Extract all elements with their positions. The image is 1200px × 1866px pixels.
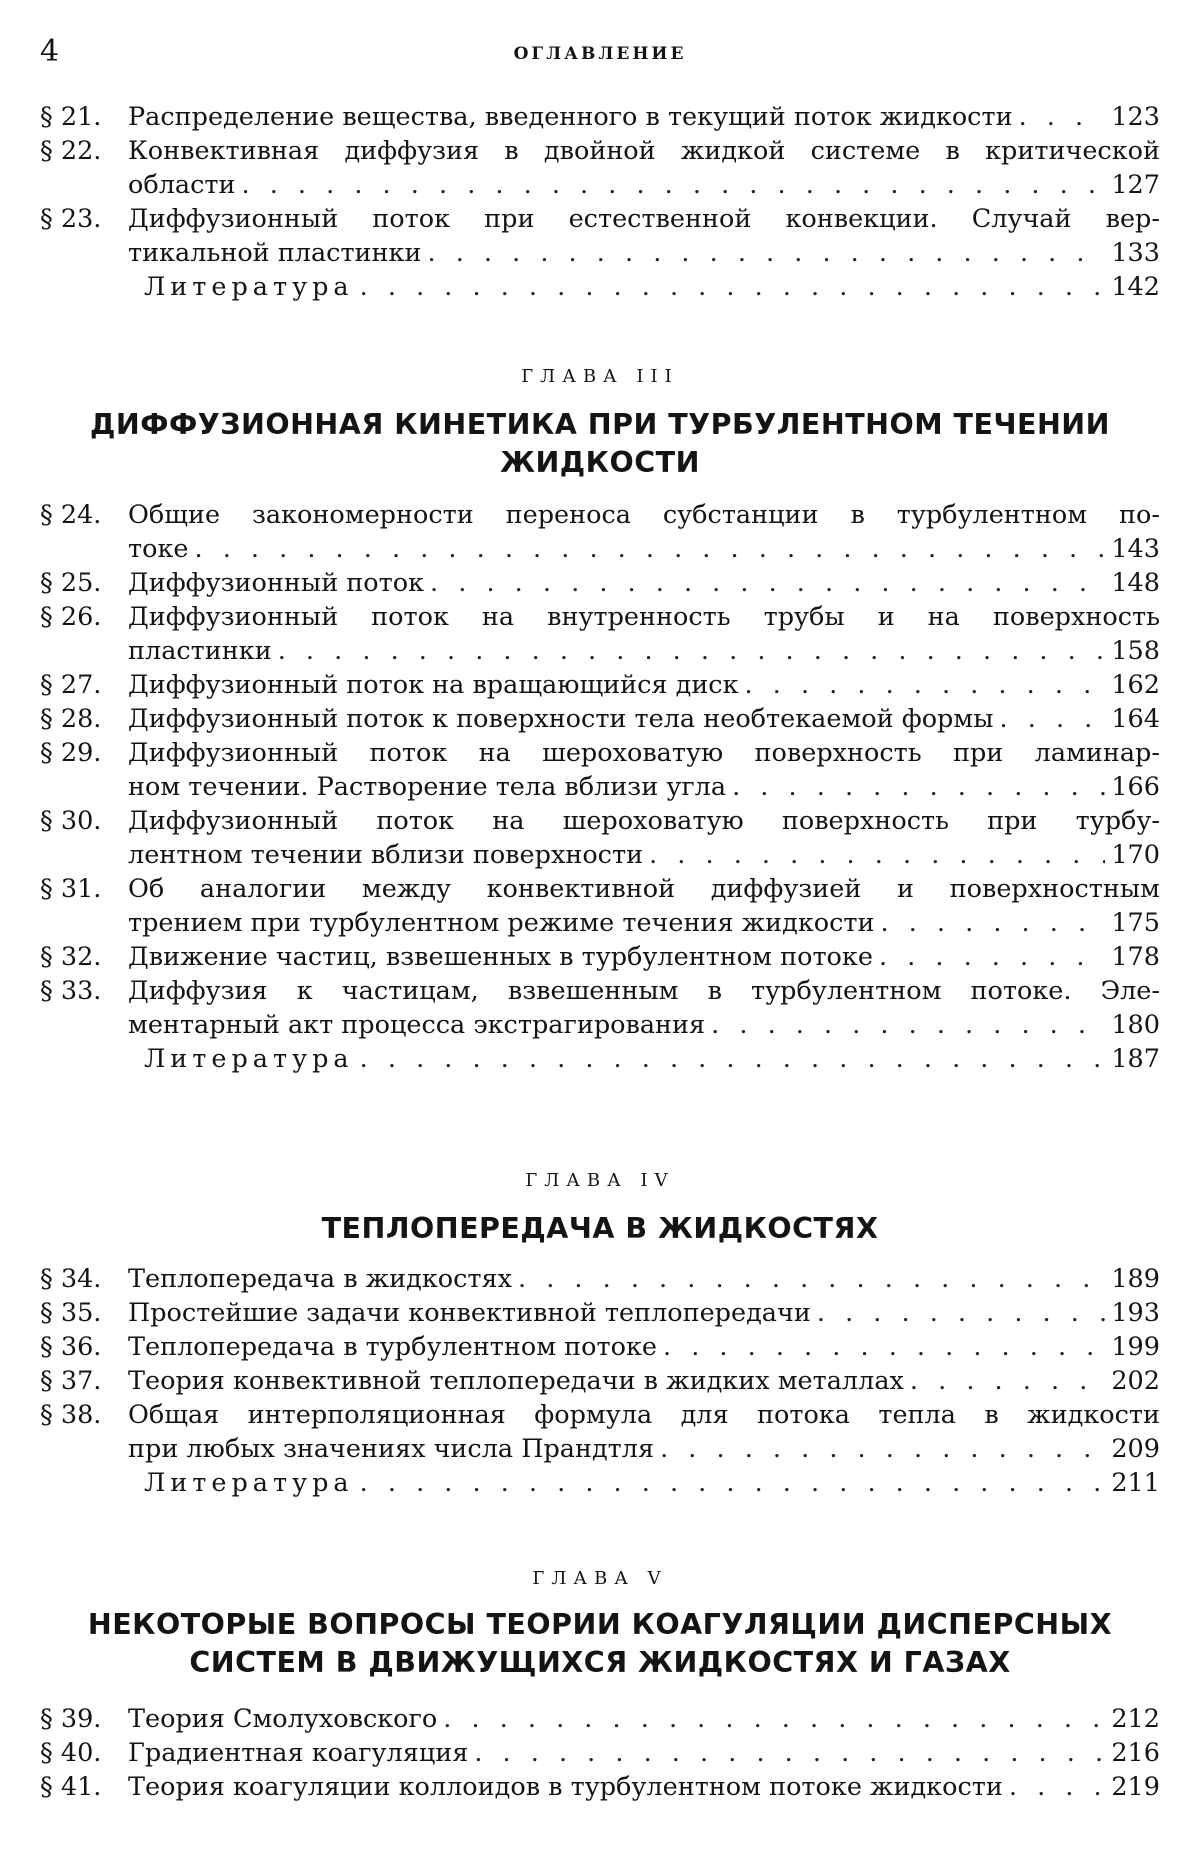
toc-entry [40,1330,1160,1364]
section-number: § 40. [40,1738,102,1768]
page-ref: 193 [1111,1298,1160,1328]
toc-entry-literature [40,1466,1160,1500]
entry-title: лентном течении вблизи поверхности [128,840,644,870]
toc-entry [40,498,1160,566]
chapter-title [40,406,1160,482]
toc-entry [40,134,1160,202]
dot-leader [428,236,1106,270]
dot-leader [1019,100,1106,134]
chapter-label: ГЛАВА V [532,1568,668,1589]
page-ref: 199 [1111,1332,1160,1362]
dot-leader [195,532,1106,566]
literature-title: Литература [144,272,354,302]
dot-leader [711,1008,1105,1042]
entry-title: Теплопередача в турбулентном потоке [128,1332,657,1362]
page-ref: 164 [1111,704,1160,734]
chapter-title-line: ТЕПЛОПЕРЕДАЧА В ЖИДКОСТЯХ [321,1212,879,1245]
entry-title: пластинки [128,636,272,666]
entry-title-line: Диффузионный поток при естественной конвекции. Случай вер- [128,204,1160,234]
entry-title: Движение частиц, взвешенных в турбулентном потоке [128,942,873,972]
dot-leader [430,566,1105,600]
chapter-label: ГЛАВА IV [525,1170,675,1191]
page-ref: 189 [1111,1264,1160,1294]
toc-entry [40,1262,1160,1296]
entry-title: Теория Смолуховского [128,1704,438,1734]
entry-title-line: Общая интерполяционная формула для потока тепла в жидкости [128,1400,1160,1430]
section-number: § 36. [40,1332,102,1362]
dot-leader [660,1432,1105,1466]
section-number: § 38. [40,1400,102,1430]
toc-entry [40,1736,1160,1770]
section-number: § 31. [40,874,102,904]
toc-entry [40,702,1160,736]
dot-leader [278,634,1106,668]
section-number: § 37. [40,1366,102,1396]
running-head: ОГЛАВЛЕНИЕ [513,44,687,64]
page-number: 4 [40,34,60,69]
toc-entry-literature [40,270,1160,304]
literature-title: Литература [144,1044,354,1074]
toc-entry [40,736,1160,804]
toc-entry [40,804,1160,872]
entry-title-line: Диффузионный поток на шероховатую поверхность при турбу- [128,806,1160,836]
entry-title: Простейшие задачи конвективной теплопередачи [128,1298,811,1328]
literature-title: Литература [144,1468,354,1498]
entry-title: Диффузионный поток [128,568,425,598]
dot-leader [360,1466,1106,1500]
section-number: § 27. [40,670,102,700]
entry-title-line: Диффузионный поток на шероховатую поверхность при ламинар- [128,738,1160,768]
entry-title: Теория конвективной теплопередачи в жидких металлах [128,1366,904,1396]
section-number: § 30. [40,806,102,836]
page-ref: 216 [1111,1738,1160,1768]
entry-title: Теплопередача в жидкостях [128,1264,512,1294]
dot-leader [1009,1770,1105,1804]
page-ref: 175 [1111,908,1160,938]
toc-entry [40,1770,1160,1804]
toc-block-1 [40,100,1160,304]
toc-entry [40,1364,1160,1398]
toc-entry [40,1702,1160,1736]
page-ref: 142 [1111,272,1160,302]
toc-entry [40,1398,1160,1466]
page-ref: 170 [1111,840,1160,870]
page-ref: 212 [1111,1704,1160,1734]
chapter-title-line: СИСТЕМ В ДВИЖУЩИХСЯ ЖИДКОСТЯХ И ГАЗАХ [189,1646,1011,1679]
toc-block-2 [40,498,1160,1076]
entry-title: области [128,170,236,200]
section-number: § 29. [40,738,102,768]
toc-entry [40,668,1160,702]
page-ref: 209 [1111,1434,1160,1464]
dot-leader [817,1296,1105,1330]
page-header [40,34,1160,74]
toc-block-3 [40,1262,1160,1500]
dot-leader [879,940,1105,974]
dot-leader [242,168,1106,202]
section-number: § 22. [40,136,102,166]
entry-title: Распределение вещества, введенного в текущий поток жидкости [128,102,1013,132]
toc-entry [40,600,1160,668]
dot-leader [649,838,1105,872]
section-number: § 24. [40,500,102,530]
dot-leader [663,1330,1105,1364]
page-ref: 211 [1111,1468,1160,1498]
section-number: § 23. [40,204,102,234]
toc-entry [40,1296,1160,1330]
page-ref: 187 [1111,1044,1160,1074]
dot-leader [732,770,1105,804]
page-ref: 162 [1111,670,1160,700]
section-number: § 32. [40,942,102,972]
page-ref: 127 [1111,170,1160,200]
chapter-label: ГЛАВА III [521,366,679,387]
page-ref: 148 [1111,568,1160,598]
dot-leader [1000,702,1106,736]
section-number: § 34. [40,1264,102,1294]
toc-entry [40,100,1160,134]
toc-entry [40,940,1160,974]
dot-leader [745,668,1106,702]
section-number: § 39. [40,1704,102,1734]
dot-leader [360,1042,1106,1076]
page-ref: 143 [1111,534,1160,564]
toc-entry [40,974,1160,1042]
chapter-title-line: НЕКОТОРЫЕ ВОПРОСЫ ТЕОРИИ КОАГУЛЯЦИИ ДИСПЕРСНЫХ [87,1608,1113,1641]
page-ref: 178 [1111,942,1160,972]
section-number: § 33. [40,976,102,1006]
entry-title-line: Конвективная диффузия в двойной жидкой системе в критической [128,136,1160,166]
toc-entry [40,202,1160,270]
dot-leader [910,1364,1105,1398]
entry-title: тикальной пластинки [128,238,422,268]
section-number: § 25. [40,568,102,598]
section-number: § 28. [40,704,102,734]
page-ref: 180 [1111,1010,1160,1040]
entry-title: Теория коагуляции коллоидов в турбулентном потоке жидкости [128,1772,1003,1802]
dot-leader [474,1736,1105,1770]
dot-leader [360,270,1106,304]
entry-title: ном течении. Растворение тела вблизи угла [128,772,727,802]
page-ref: 123 [1111,102,1160,132]
entry-title-line: Диффузионный поток на внутренность трубы и на поверхность [128,602,1160,632]
entry-title: Диффузионный поток к поверхности тела необтекаемой формы [128,704,994,734]
dot-leader [881,906,1106,940]
page-ref: 219 [1111,1772,1160,1802]
entry-title: ментарный акт процесса экстрагирования [128,1010,706,1040]
toc-entry [40,872,1160,940]
section-number: § 41. [40,1772,102,1802]
section-number: § 21. [40,102,102,132]
page-ref: 202 [1111,1366,1160,1396]
chapter-title [40,1606,1160,1682]
page-ref: 158 [1111,636,1160,666]
section-number: § 26. [40,602,102,632]
chapter-title-line: ЖИДКОСТИ [500,446,700,479]
entry-title-line: Диффузия к частицам, взвешенным в турбулентном потоке. Эле- [128,976,1160,1006]
entry-title: при любых значениях числа Прандтля [128,1434,655,1464]
entry-title: трением при турбулентном режиме течения жидкости [128,908,875,938]
dot-leader [443,1702,1105,1736]
entry-title: токе [128,534,189,564]
toc-block-4 [40,1702,1160,1804]
chapter-title [40,1210,1160,1248]
dot-leader [518,1262,1105,1296]
entry-title-line: Об аналогии между конвективной диффузией и поверхностным [128,874,1160,904]
page-ref: 133 [1111,238,1160,268]
entry-title: Градиентная коагуляция [128,1738,469,1768]
toc-entry-literature [40,1042,1160,1076]
entry-title: Диффузионный поток на вращающийся диск [128,670,739,700]
page-ref: 166 [1111,772,1160,802]
chapter-title-line: ДИФФУЗИОННАЯ КИНЕТИКА ПРИ ТУРБУЛЕНТНОМ ТЕЧЕНИИ [90,408,1110,441]
entry-title-line: Общие закономерности переноса субстанции в турбулентном по- [128,500,1160,530]
toc-entry [40,566,1160,600]
section-number: § 35. [40,1298,102,1328]
